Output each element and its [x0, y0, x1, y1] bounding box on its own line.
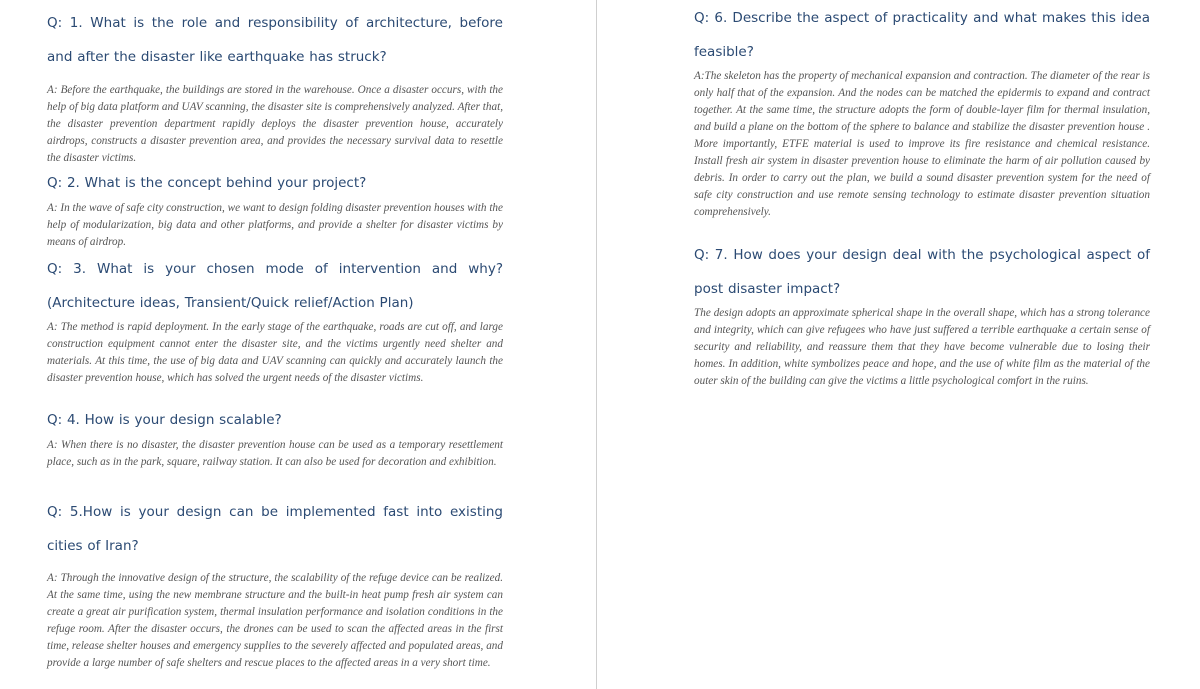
- question-6: Q: 6. Describe the aspect of practicality and what makes this idea feasible?: [694, 10, 1150, 60]
- answer-4: A: When there is no disaster, the disaster prevention house can be used as a temporary resettlement place, such as in the park, square, railway station. It can also be used for decoration and exhibition.: [47, 439, 503, 468]
- answer-3: A: The method is rapid deployment. In the early stage of the earthquake, roads are cut off, and large construction equipment cannot enter the disaster site, and the victims urgently need shelter and materials. At this time, the use of big data and UAV scanning can quickly and accurately launch the disaster prevention house, which has solved the urgent needs of the disaster victims.: [47, 321, 503, 384]
- question-4: Q: 4. How is your design scalable?: [47, 412, 282, 428]
- answer-2: A: In the wave of safe city construction, we want to design folding disaster prevention houses with the help of modularization, big data and other platforms, and provide a shelter for disaster victims by means of airdrop.: [47, 202, 503, 248]
- answer-5: A: Through the innovative design of the structure, the scalability of the refuge device can be realized. At the same time, using the new membrane structure and the built-in heat pump fresh air system can create a great air purification system, thermal insulation performance and isolation conditions in the refuge room. After the disaster occurs, the drones can be used to scan the affected areas in the first time, release shelter houses and emergency supplies to the severely affected and populated areas, and provide a large number of safe shelters and rescue places to the affected areas in a very short time.: [47, 572, 503, 669]
- question-5: Q: 5.How is your design can be implemented fast into existing cities of Iran?: [47, 504, 503, 554]
- answer-7: The design adopts an approximate spherical shape in the overall shape, which has a strong tolerance and integrity, which can give refugees who have just suffered a terrible earthquake a certain sense of security and reliability, and reassure them that they have become vulnerable due to losing their homes. In addition, white symbolizes peace and hope, and the use of white film as the material of the outer skin of the building can give the victims a little psychological comfort in the ruins.: [694, 307, 1150, 387]
- answer-6: A:The skeleton has the property of mechanical expansion and contraction. The diameter of the rear is only half that of the expansion. And the nodes can be matched the epidermis to expand and contract together. At the same time, the structure adopts the form of double-layer film for thermal insulation, and build a plane on the bottom of the sphere to balance and stabilize the disaster prevention house . More importantly, ETFE material is used to improve its fire resistance and chemical resistance. Install fresh air system in disaster prevention house to eliminate the harm of air pollution caused by debris. In order to carry out the plan, we build a sound disaster prevention system for the need of safe city construction and use remote sensing technology to estimate disaster prevention situation comprehensively.: [694, 70, 1150, 218]
- question-7: Q: 7. How does your design deal with the psychological aspect of post disaster impact?: [694, 247, 1150, 297]
- question-2: Q: 2. What is the concept behind your project?: [47, 175, 367, 191]
- question-1: Q: 1. What is the role and responsibility of architecture, before and after the disaster like earthquake has struck?: [47, 15, 503, 65]
- column-divider: [596, 0, 597, 689]
- question-3: Q: 3. What is your chosen mode of intervention and why? (Architecture ideas, Transient/Quick relief/Action Plan): [47, 261, 503, 311]
- answer-1: A: Before the earthquake, the buildings are stored in the warehouse. Once a disaster occurs, with the help of big data platform and UAV scanning, the disaster site is comprehensively analyzed. After that, the disaster prevention department rapidly deploys the disaster prevention house, accurately airdrops, constructs a disaster prevention area, and provides the necessary survival data to resettle the disaster victims.: [47, 84, 503, 164]
